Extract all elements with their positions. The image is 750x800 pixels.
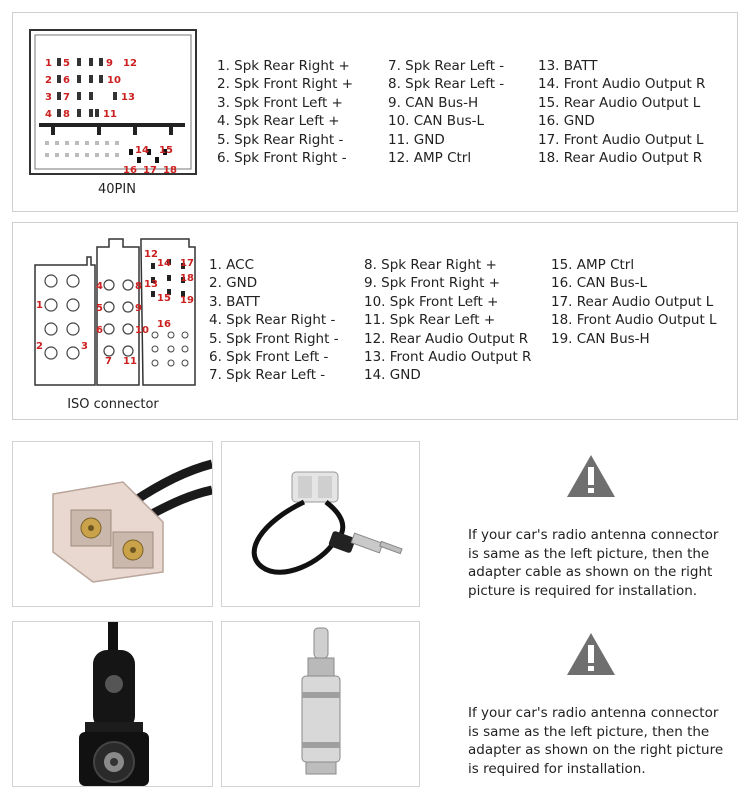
40pin-label: 18 [163,165,177,176]
pin-item: 7. Spk Rear Left - [388,58,505,74]
iso-label: 16 [157,319,171,330]
40pin-label: 6 [63,75,70,86]
iso-caption: ISO connector [67,397,159,412]
iso-label: 11 [123,356,137,367]
iso-label: 9 [135,303,142,314]
pin-item: 15. AMP Ctrl [551,257,635,273]
antenna-adapter-photo [221,621,420,787]
note-line: is same as the left picture, then the [468,545,710,562]
note-line: is same as the left picture, then the [468,723,710,740]
iso-label: 3 [81,341,88,352]
40pin-label: 15 [159,145,173,156]
pin-item: 13. BATT [538,58,598,74]
40pin-label: 5 [63,58,70,69]
pin-item: 1. ACC [209,257,255,273]
pin-item: 12. Rear Audio Output R [364,330,529,347]
pin-item: 3. Spk Front Left + [217,94,343,111]
40pin-label: 14 [135,145,149,156]
pin-item: 6. Spk Front Left - [209,349,329,366]
pin-item: 9. CAN Bus-H [388,94,479,111]
40pin-label: 16 [123,165,137,176]
iso-label: 13 [144,279,158,290]
pin-item: 5. Spk Front Right - [209,330,339,347]
iso-label: 15 [157,293,171,304]
iso-label: 6 [96,325,103,336]
iso-label: 12 [144,249,158,260]
pin-item: 16. GND [538,113,595,130]
pin-item: 11. Spk Rear Left + [364,312,496,329]
iso-label: 2 [36,341,43,352]
warning-triangle-icon [565,631,617,677]
pin-item: 12. AMP Ctrl [388,150,472,167]
fakra-connector-photo [12,441,213,607]
pin-item: 4. Spk Rear Right - [209,312,336,329]
iso-label: 1 [36,300,43,311]
40pin-caption: 40PIN [98,182,136,197]
pin-item: 4. Spk Rear Left + [217,113,340,130]
40pin-list-col3 [538,57,705,167]
40pin-label: 2 [45,75,52,86]
iso-label: 8 [135,281,142,292]
pin-item: 9. Spk Front Right + [364,275,501,292]
pin-item: 13. Front Audio Output R [364,349,532,366]
pin-item: 19. CAN Bus-H [551,330,650,347]
antenna-note-2 [468,704,723,778]
40pin-list-col2 [388,57,504,167]
pin-item: 18. Front Audio Output L [551,312,717,329]
note-line: is required for installation. [468,760,646,777]
iso-label: 5 [96,303,103,314]
iso-list-col3 [551,256,717,348]
pin-item: 17. Front Audio Output L [538,131,704,148]
40pin-label: 7 [63,92,70,103]
car-antenna-socket-photo [12,621,213,787]
40pin-label: 1 [45,58,52,69]
iso-label: 7 [105,356,112,367]
pin-item: 14. Front Audio Output R [538,76,706,93]
40pin-label: 4 [45,109,52,120]
note-line: picture is required for installation. [468,582,698,599]
pin-item: 2. GND [209,275,258,292]
40pin-label: 10 [107,75,121,86]
warning-triangle-icon [565,453,617,499]
antenna-note-1 [468,526,718,600]
pin-item: 10. Spk Front Left + [364,293,499,310]
pinout-iso-panel [12,222,738,420]
iso-connector-diagram [31,235,207,397]
pin-item: 3. BATT [209,293,260,310]
pin-item: 7. Spk Rear Left - [209,367,326,384]
40pin-label: 13 [121,92,135,103]
iso-list-col2 [364,256,531,385]
40pin-label: 9 [106,58,113,69]
40pin-label: 12 [123,58,137,69]
40pin-label: 11 [103,109,117,120]
pin-item: 10. CAN Bus-L [388,113,485,130]
pin-item: 8. Spk Rear Right + [364,257,497,273]
pin-item: 18. Rear Audio Output R [538,150,703,167]
iso-label: 14 [157,258,171,269]
40pin-label: 3 [45,92,52,103]
pin-item: 11. GND [388,131,445,148]
40pin-list-col1 [217,57,353,167]
pin-item: 6. Spk Front Right - [217,150,347,167]
pin-item: 8. Spk Rear Left - [388,76,505,93]
40pin-label: 17 [143,165,157,176]
pin-item: 15. Rear Audio Output L [538,94,701,111]
40pin-connector-diagram [29,29,199,187]
pinout-40pin-panel [12,12,738,212]
note-line: If your car's radio antenna connector [468,705,719,721]
iso-label: 18 [180,273,194,284]
pin-item: 14. GND [364,367,421,384]
pin-item: 5. Spk Rear Right - [217,131,344,148]
40pin-label: 8 [63,109,70,120]
iso-list-col1 [209,256,339,385]
note-line: If your car's radio antenna connector [468,527,719,543]
fakra-adapter-cable-photo [221,441,420,607]
pin-item: 1. Spk Rear Right + [217,58,350,74]
pin-item: 17. Rear Audio Output L [551,293,714,310]
pin-item: 2. Spk Front Right + [217,76,354,93]
note-line: adapter as shown on the right picture [468,742,724,758]
note-line: adapter cable as shown on the right [468,564,713,580]
iso-label: 19 [180,295,194,306]
iso-label: 17 [180,258,194,269]
iso-label: 10 [135,325,149,336]
iso-label: 4 [96,281,103,292]
pin-item: 16. CAN Bus-L [551,275,648,292]
